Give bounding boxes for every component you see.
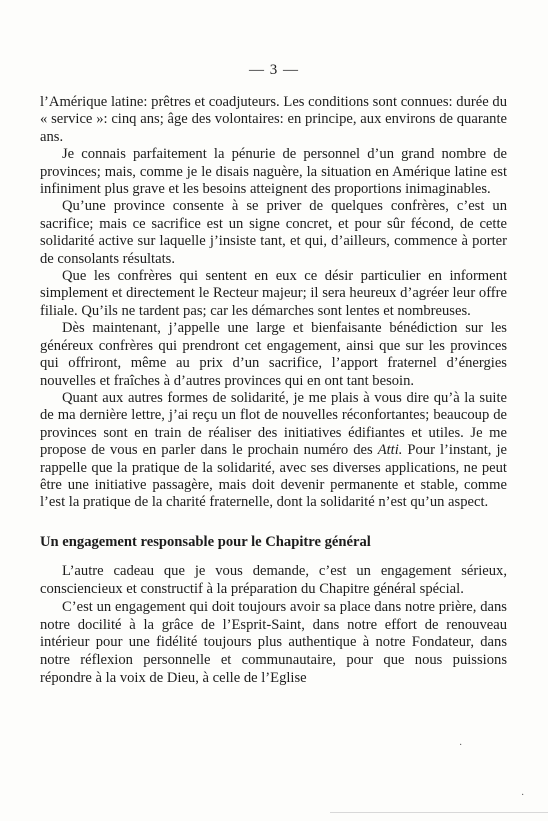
scan-speck: ·	[459, 740, 463, 751]
body-text	[40, 94, 507, 688]
paragraph: Qu’une province consente à se priver de quelques confrères, c’est un sacrifice; mais ce sacrifice est un signe concret, et pour sûr fécond, de cette solidarité active sur laquelle j’insiste tant, et qui, d’ailleurs, commence à porter de consolants résultats.	[40, 198, 507, 267]
paragraph: Que les confrères qui sentent en eux ce désir particulier en informent simplement et directement le Recteur majeur; il sera heureux d’agréer leur offre filiale. Qu’ils ne tardent pas; car les démarches sont lentes et nombreuses.	[40, 268, 507, 319]
paragraph	[40, 390, 507, 512]
italic-reference: Atti.	[377, 442, 403, 459]
paragraph: l’Amérique latine: prêtres et coadjuteurs. Les conditions sont connues: durée du « service »: cinq ans; âge des volontaires: en principe, aux environs de quarante ans.	[40, 94, 507, 145]
paragraph: Dès maintenant, j’appelle une large et bienfaisante bénédiction sur les généreux confrères qui prendront cet engagement, ainsi que sur les provinces qui offriront, même au prix d’un sacrifice, l’apport fraternel d’énergies nouvelles et fraîches à d’autres provinces qui en ont tant besoin.	[40, 320, 507, 389]
paragraph: L’autre cadeau que je vous demande, c’est un engagement sérieux, consciencieux et constructif à la préparation du Chapitre général spécial.	[40, 563, 507, 597]
page-number: — 3 —	[249, 62, 299, 78]
paragraph-text: Quant aux autres formes de solidarité, je me plais à vous dire qu’à la suite de ma dernière lettre, j’ai reçu un flot de nouvelles réconfortantes; beaucoup de provinces sont en train de réaliser des initiatives édifiantes et utiles. Je me propose de vous en parler dans le prochain numéro des	[40, 389, 507, 459]
paragraph: C’est un engagement qui doit toujours avoir sa place dans notre prière, dans notre docilité à la grâce de l’Esprit-Saint, dans notre effort de renouveau intérieur pour une fidélité toujours plus authentique à notre Fondateur, dans notre réflexion personnelle et communautaire, pour que nous puissions répondre à la voix de Dieu, à celle de l’Eglise	[40, 598, 507, 686]
section-heading: Un engagement responsable pour le Chapitre général	[40, 533, 371, 550]
paragraph-text: Pour l’instant, je rappelle que la pratique de la solidarité, avec ses diverses applications, ne peut être une initiative passagère, mais doit devenir permanente et stable, comme l’est la pratique de la charité fraternelle, dont la solidarité n’est qu’un aspect.	[40, 442, 507, 511]
scan-edge-line	[330, 812, 548, 813]
section	[40, 534, 507, 688]
paragraph: Je connais parfaitement la pénurie de personnel d’un grand nombre de provinces; mais, comme je le disais naguère, la situation en Amérique latine est infiniment plus grave et les besoins atteignent des proportions inimaginables.	[40, 146, 507, 198]
scan-speck: ·	[521, 790, 525, 801]
